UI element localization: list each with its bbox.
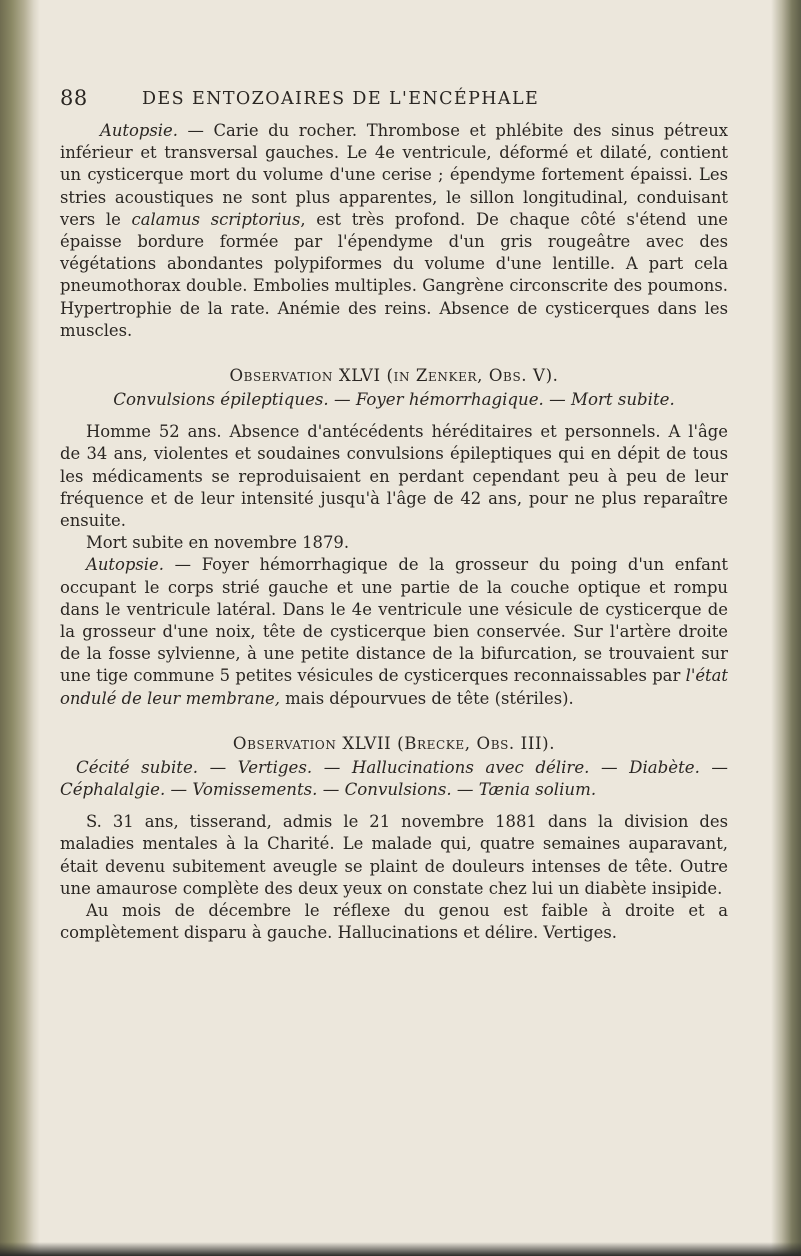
observation-46-subtitle: Convulsions épileptiques. — Foyer hémorrhagique. — Mort subite. (113, 390, 675, 410)
observation-46-autopsy-text: — Foyer hémorrhagique de la grosseur du poing d'un enfant occupant le corps strié gauche et une partie de la couche optique et rompu dans le ventricule latéral. Dans le 4e ventricule une vésicule de cysticerque de la grosseur d'une noix, tête de cysticerque bien conservée. Sur l'artère droite de la fosse sylvienne, à une petite distance de la bifurcation, se trouvaient sur une tige commune 5 petites vésicules de cysticerques reconnaissables par (60, 555, 728, 686)
observation-46-autopsy-label: Autopsie. (86, 555, 164, 575)
page-number: 88 (60, 86, 88, 110)
running-title: DES ENTOZOAIRES DE L'ENCÉPHALE (142, 89, 540, 109)
book-page (60, 86, 728, 945)
scan-right-edge (771, 0, 801, 1256)
scan-bottom-edge (0, 1242, 801, 1256)
observation-46-title: Observation XLVI (in Zenker, Obs. V). (229, 366, 559, 386)
observation-47-december: Au mois de décembre le réflexe du genou est faible à droite et a complètement disparu à gauche. Hallucinations et délire. Vertiges. (60, 901, 728, 943)
observation-46-autopsy-italic: l'état ondulé de leur membrane, (60, 666, 728, 708)
running-head (60, 86, 728, 116)
observation-46-autopsy-text-2: mais dépourvues de tête (stériles). (279, 688, 574, 708)
scan-left-edge (0, 0, 40, 1256)
observation-47-subtitle: Cécité subite. — Vertiges. — Hallucinations avec délire. — Diabète. — Céphalalgie. — Vomissements. — Convulsions. — Tænia solium. (60, 757, 728, 800)
observation-46-death: Mort subite en novembre 1879. (86, 533, 350, 553)
observation-47-title: Observation XLVII (Brecke, Obs. III). (232, 733, 556, 753)
observation-46-autopsy (60, 554, 728, 709)
autopsy-text-2: , est très profond. De chaque côté s'étend une épaisse bordure formée par l'épendyme d'un gris rougeâtre avec des végétations abondantes polypiformes du volume d'une lentille. A part cela pneumothorax double. Embolies multiples. Gangrène circonscrite des poumons. Hypertrophie de la rate. Anémie des reins. Absence de cysticerques dans les muscles. (60, 209, 728, 340)
calamus-term: calamus scriptorius (131, 209, 301, 229)
observation-46-history: Homme 52 ans. Absence d'antécédents héréditaires et personnels. A l'âge de 34 ans, violentes et soudaines convulsions épileptiques qui en dépit de tous les médicaments se reproduisaient en perdant cependant peu à peu de leur fréquence et de leur intensité jusqu'à l'âge de 42 ans, pour ne plus reparaître ensuite. (60, 422, 728, 531)
autopsy-paragraph (60, 120, 728, 342)
autopsy-text: — Carie du rocher. Thrombose et phlébite des sinus pétreux inférieur et transversal gauches. Le 4e ventricule, déformé et dilaté, contient un cysticerque mort du volume d'une cerise ; épendyme fortement épaissi. Les stries acoustiques ne sont plus apparentes, le sillon longitudinal, conduisant vers le (60, 121, 728, 229)
observation-47-admission: S. 31 ans, tisserand, admis le 21 novembre 1881 dans la division des maladies mentales à la Charité. Le malade qui, quatre semaines auparavant, était devenu subitement aveugle se plaint de douleurs intenses de tête. Outre une amaurose complète des deux yeux on constate chez lui un diabète insipide. (60, 812, 728, 898)
autopsy-label: Autopsie. (100, 121, 178, 140)
